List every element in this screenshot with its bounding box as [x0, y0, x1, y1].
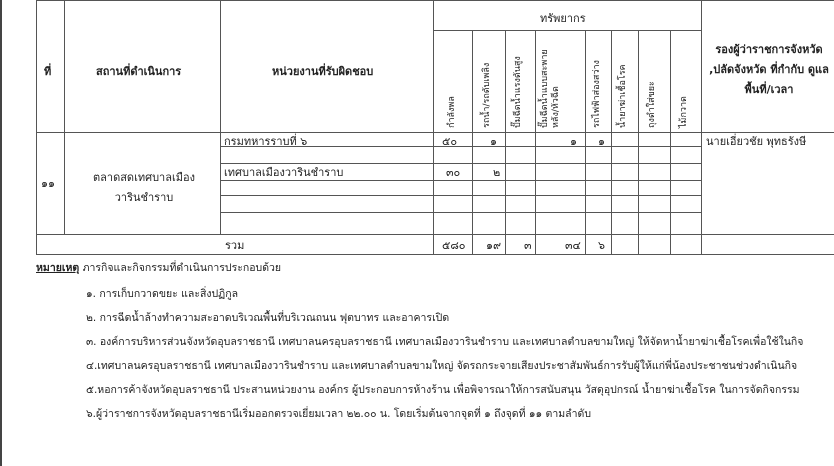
agency-1-water-truck: ๑	[490, 135, 497, 148]
res-header-disinfectant: น้ำยาฆ่าเชื้อโรค	[618, 64, 628, 128]
notes-intro: ภารกิจและกิจกรรมที่ดำเนินการประกอบด้วย	[82, 262, 282, 274]
header-place: สถานที่ดำเนินการ	[96, 65, 182, 78]
agency-2-staff: ๓๐	[446, 166, 461, 179]
note-item-3: ๓. องค์การบริหารส่วนจังหวัดอุบลราชธานี เทศบาลนครอุบลราชธานี เทศบาลเมืองวารินชำราบ และเทศบาลตำบลขามใหญ่ ให้จัดหาน้ำยาฆ่าเชื้อโรคเพื่อใช้ในกิจ	[86, 336, 804, 348]
agency-2-name: เทศบาลเมืองวารินชำราบ	[224, 166, 344, 179]
agency-1-backpack-pump: ๑	[570, 135, 577, 148]
header-agency: หน่วยงานที่รับผิดชอบ	[272, 65, 374, 78]
res-header-brooms: ไม้กวาด	[679, 96, 689, 128]
note-item-2: ๒. การฉีดน้ำล้างทำความสะอาดบริเวณพื้นที่บริเวณถนน ฟุตบาทร และอาคารเปิด	[86, 312, 450, 324]
page-left-border	[0, 0, 2, 466]
agency-1-light-truck: ๑	[598, 135, 605, 148]
agency-1-staff: ๕๐	[442, 135, 458, 148]
res-header-garbage-bags: ถุงดำใส่ขยะ	[647, 81, 657, 128]
note-item-4: ๔.เทศบาลนครอุบลราชธานี เทศบาลเมืองวารินชำราบ และเทศบาลตำบลขามใหญ่ จัดรถกระจายเสียงประชาสัมพันธ์การรับผู้ให้แก่พี่น้องประชาชนช่วงดำเนินกิจ	[86, 360, 798, 372]
res-header-water-truck: รถน้ำ/รถดับเพลิง	[482, 62, 492, 128]
header-resources: ทรัพยากร	[540, 12, 586, 25]
res-header-light-truck: รถไฟฟ้าส่องสว่าง	[592, 60, 602, 128]
agency-2-water-truck: ๒	[493, 166, 501, 179]
res-header-backpack-pump: ปั๊มฉีดน้ำแบบสะพายหลัง/หัวฉีด	[540, 49, 561, 128]
row-place: ตลาดสดเทศบาลเมืองวารินชำราบ	[93, 171, 195, 204]
row-supervisor: นายเอี่ยวชัย พุทธรังษี	[706, 135, 807, 148]
agency-1-name: กรมทหารราบที่ ๖	[224, 135, 308, 148]
total-label: รวม	[225, 239, 245, 252]
note-item-5: ๕.หอการค้าจังหวัดอุบลราชธานี ประสานหน่วยงาน องค์กร ผู้ประกอบการห้างร้าน เพื่อพิจารณาให้การสนับสนุน วัสดุอุปกรณ์ น้ำยาฆ่าเชื้อโรค ในการจัดกิจกรรม	[86, 384, 800, 396]
note-item-6: ๖.ผู้ว่าราชการจังหวัดอุบลราชธานีเริ่มออกตรวจเยี่ยมเวลา ๒๒.๐๐ น. โดยเริ่มต้นจากจุดที่ ๑ ถึงจุดที่ ๑๑ ตามลำดับ	[86, 408, 591, 420]
row-no: ๑๑	[41, 177, 55, 190]
total-light-truck: ๖	[598, 239, 605, 252]
total-backpack-pump: ๓๔	[565, 239, 581, 252]
res-header-staff: กำลังพล	[447, 96, 457, 128]
notes-head: หมายเหตุ	[36, 262, 80, 274]
header-supervisor: รองผู้ว่าราชการจังหวัด ,ปลัดจังหวัด ที่กำกับ ดูแลพื้นที่/เวลา	[709, 43, 829, 96]
total-pressure-pump: ๓	[524, 239, 532, 252]
res-header-pressure-pump: ปั๊มฉีดน้ำแรงดันสูง	[513, 56, 523, 128]
header-no: ที่	[44, 65, 52, 78]
total-water-truck: ๑๙	[486, 239, 502, 252]
note-item-1: ๑. การเก็บกวาดขยะ และสิ่งปฏิกูล	[86, 288, 239, 300]
total-staff: ๕๘๐	[442, 239, 466, 252]
